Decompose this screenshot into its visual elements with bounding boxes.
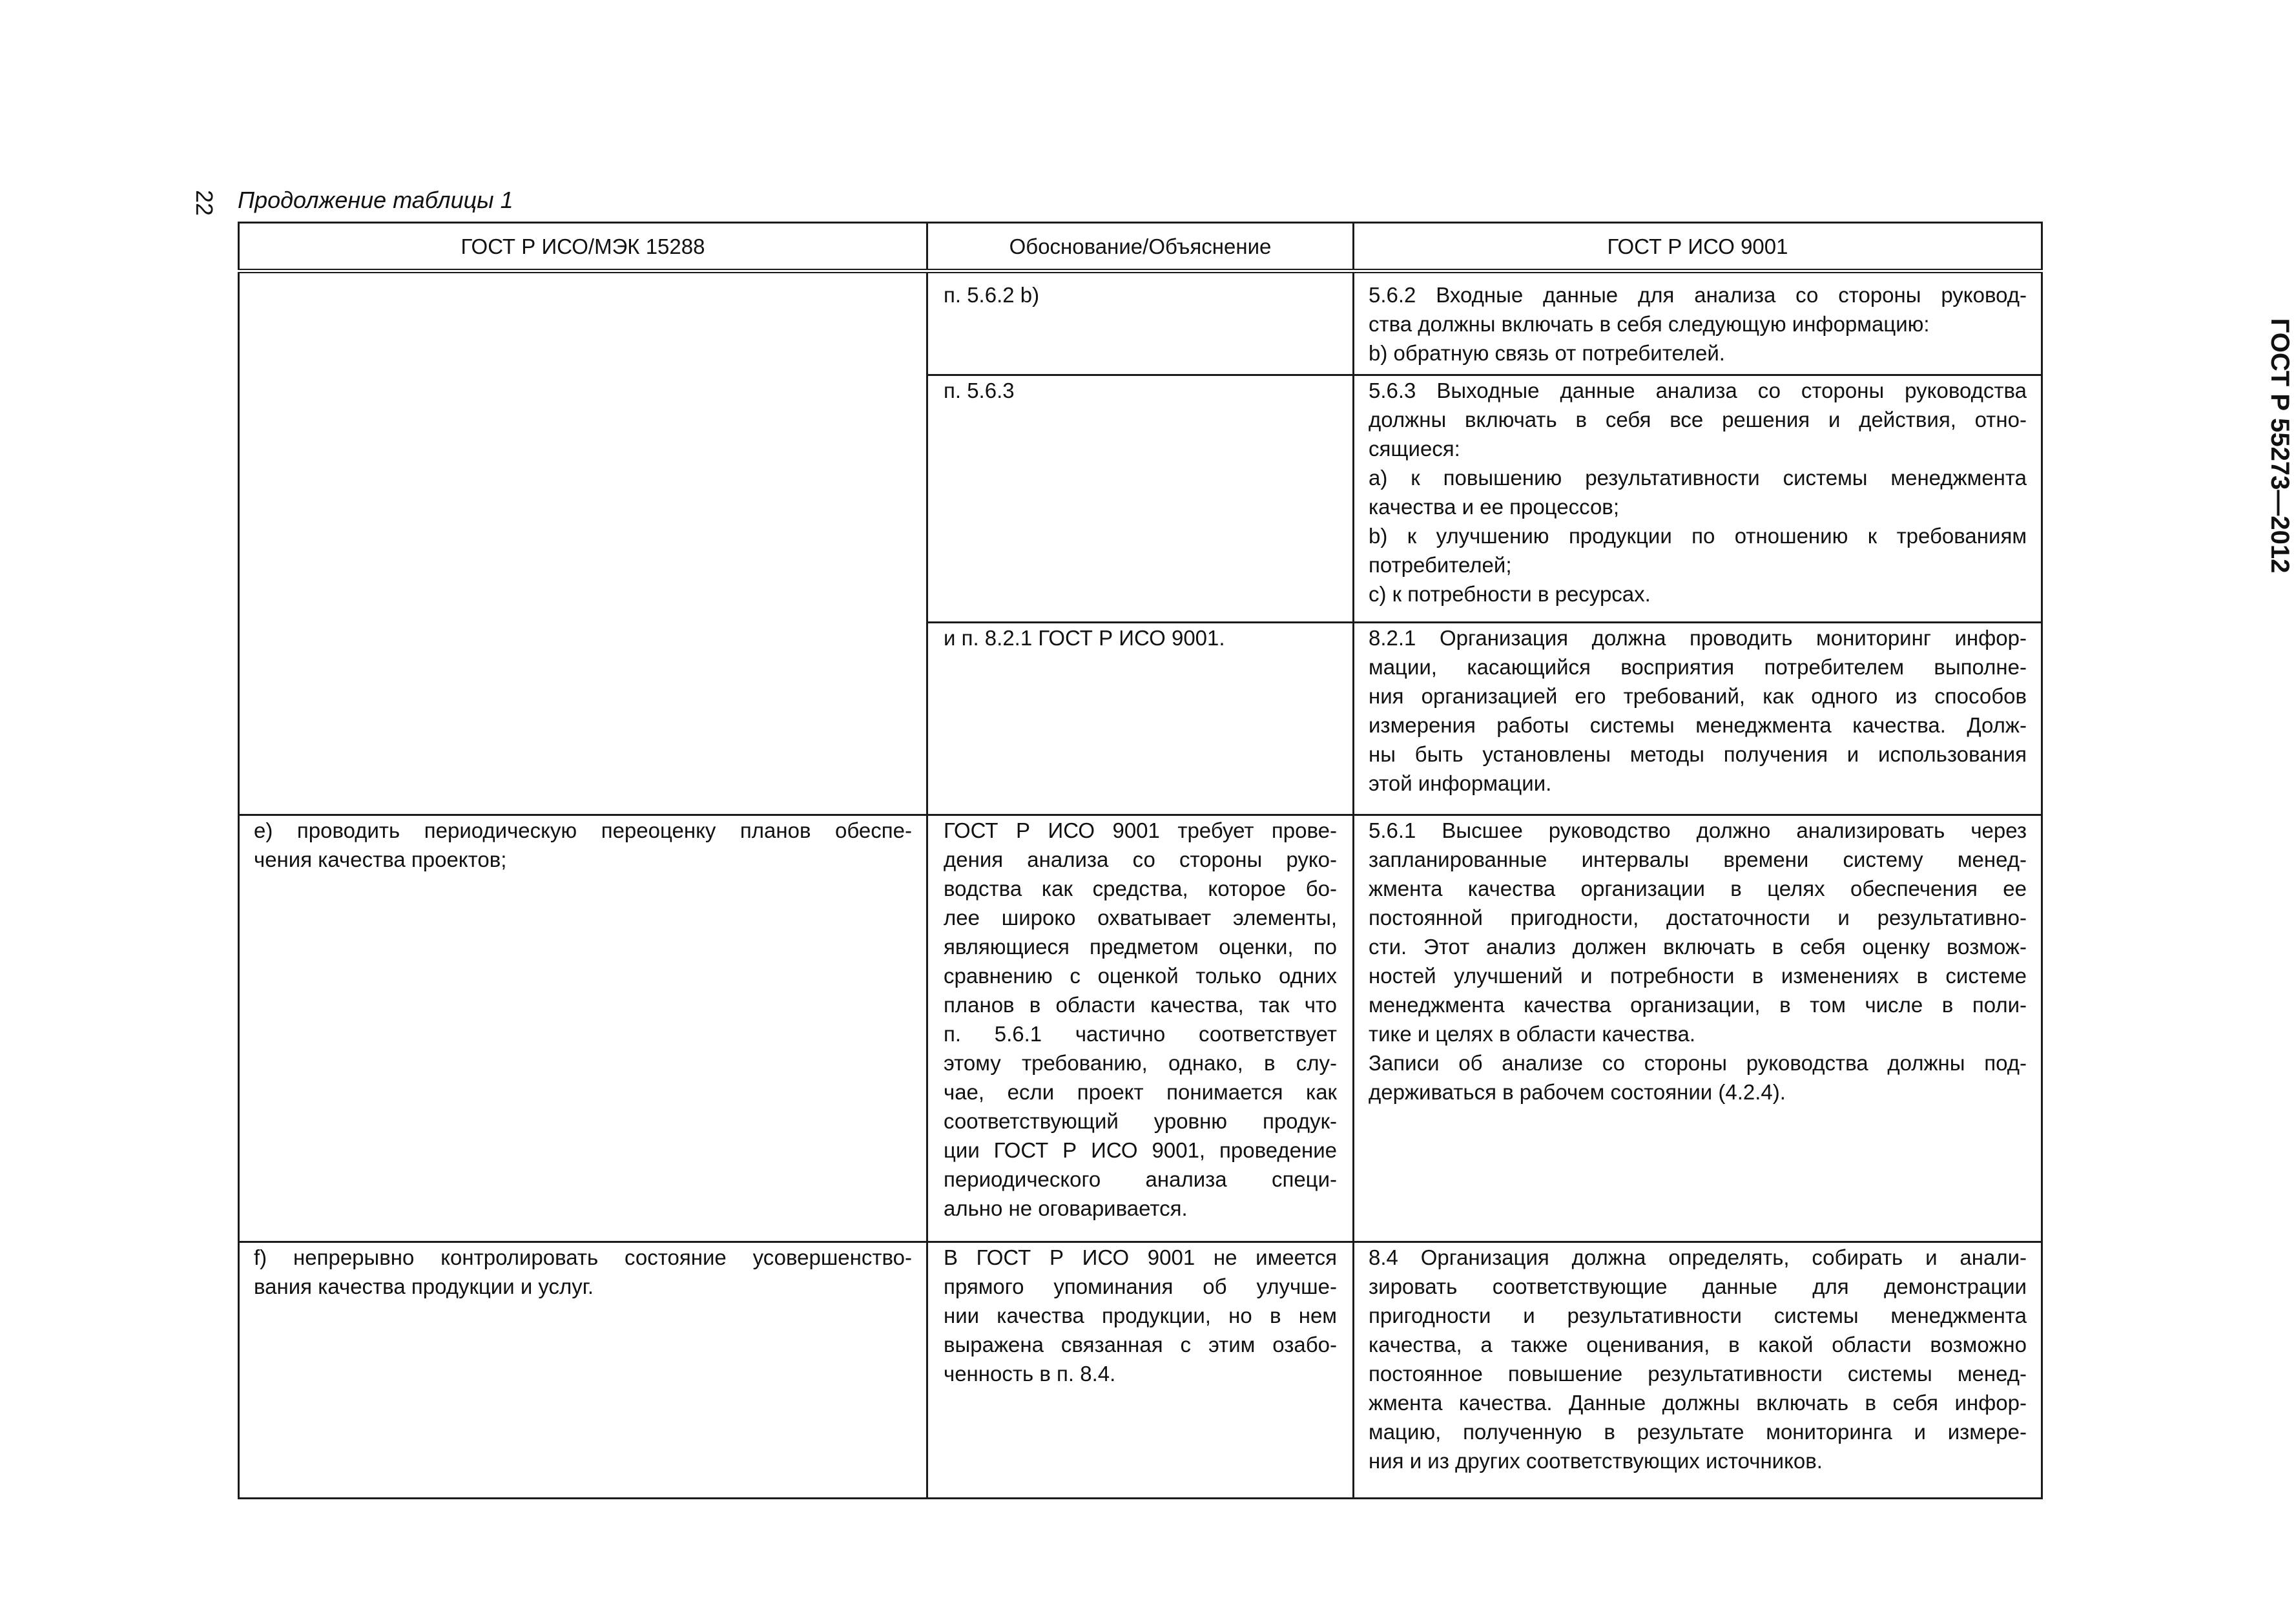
cell-text-line: b) к улучшению продукции по отношению к требованиям [1369,524,2027,548]
table-row [239,815,2042,1242]
cell-text-line: пригодности и результативности системы менеджмента [1369,1304,2027,1327]
cell-text-line: ния и из других соответствующих источников. [1369,1449,1823,1473]
table-row [239,271,2042,375]
header-iso-9001: ГОСТ Р ИСО 9001 [1354,223,2042,271]
cell-text-line: ния организацией его требований, как одного из способов [1369,684,2027,708]
cell-text-line: 5.6.1 Высшее руководство должно анализировать через [1369,818,2027,842]
cell-text-line: прямого упоминания об улучше- [944,1274,1337,1298]
table-cell-justification [927,1242,1354,1499]
cell-text-line: ально не оговаривается. [944,1196,1188,1220]
document-code: ГОСТ Р 55273—2012 [2266,318,2294,574]
cell-text-line: планов в области качества, так что [944,993,1337,1017]
cell-text-line: дения анализа со стороны руко- [944,848,1337,871]
cell-text-line: тике и целях в области качества. [1369,1022,1695,1046]
table-cell-justification [927,271,1354,375]
cell-text-line: е) проводить периодическую переоценку планов обеспе- [254,818,912,842]
table-cell-iso-9001 [1354,375,2042,623]
cell-text-line: периодического анализа специ- [944,1167,1337,1191]
cell-text-line: чае, если проект понимается как [944,1080,1337,1104]
table-row [239,1242,2042,1499]
cell-text-line: постоянное повышение результативности системы менед- [1369,1362,2027,1386]
cell-text-line: 8.4 Организация должна определять, собирать и анали- [1369,1245,2027,1269]
cell-text-line: В ГОСТ Р ИСО 9001 не имеется [944,1245,1337,1269]
cell-text-line: менеджмента качества организации, в том числе в поли- [1369,993,2027,1017]
cell-text-line: а) к повышению результативности системы менеджмента [1369,466,2027,490]
cell-text-line: ны быть установлены методы получения и использования [1369,742,2027,766]
cell-text-line: потребителей; [1369,553,1512,577]
cell-text-line: b) обратную связь от потребителей. [1369,341,1725,365]
cell-text-line: с) к потребности в ресурсах. [1369,582,1651,606]
table-cell-justification [927,623,1354,815]
cell-text-line: жмента качества организации в целях обеспечения ее [1369,877,2027,900]
cell-text-line: водства как средства, которое бо- [944,877,1337,900]
cell-text-line: нии качества продукции, но в нем [944,1304,1337,1327]
table-cell-iso-iec-15288 [239,271,927,815]
cell-text-line: качества и ее процессов; [1369,495,1619,519]
cell-text-line: качества, а также оценивания, в какой области возможно [1369,1333,2027,1357]
comparison-table [238,222,2043,1499]
cell-text-line: сящиеся: [1369,437,1460,461]
table-cell-iso-iec-15288 [239,815,927,1242]
cell-text-line: соответствующий уровню продук- [944,1109,1337,1133]
cell-text-line: 8.2.1 Организация должна проводить мониторинг инфор- [1369,626,2027,650]
cell-text-line: измерения работы системы менеджмента качества. Долж- [1369,713,2027,737]
cell-text-line: сти. Этот анализ должен включать в себя оценку возмож- [1369,935,2027,959]
cell-text-line: постоянной пригодности, достаточности и результативно- [1369,906,2027,930]
cell-text-line: и п. 8.2.1 ГОСТ Р ИСО 9001. [944,626,1225,650]
cell-text-line: ции ГОСТ Р ИСО 9001, проведение [944,1138,1337,1162]
table-caption: Продолжение таблицы 1 [238,187,513,213]
header-justification: Обоснование/Объяснение [927,223,1354,271]
cell-text-line: жмента качества. Данные должны включать в себя инфор- [1369,1391,2027,1415]
cell-text-line: мацию, полученную в результате мониторинга и измере- [1369,1420,2027,1444]
cell-text-line: п. 5.6.3 [944,379,1015,402]
cell-text-line: Записи об анализе со стороны руководства должны под- [1369,1051,2027,1075]
table-cell-iso-9001 [1354,271,2042,375]
table-cell-iso-9001 [1354,1242,2042,1499]
table-cell-iso-9001 [1354,815,2042,1242]
cell-text-line: этой информации. [1369,771,1552,795]
cell-text-line: 5.6.3 Выходные данные анализа со стороны руководства [1369,379,2027,402]
table-cell-iso-9001 [1354,623,2042,815]
cell-text-line: являющиеся предметом оценки, по [944,935,1337,959]
header-iso-iec-15288: ГОСТ Р ИСО/МЭК 15288 [239,223,927,271]
cell-text-line: выражена связанная с этим озабо- [944,1333,1337,1357]
cell-text-line: п. 5.6.1 частично соответствует [944,1022,1337,1046]
table-cell-iso-iec-15288 [239,1242,927,1499]
cell-text-line: ностей улучшений и потребности в изменениях в системе [1369,964,2027,988]
cell-text-line: сравнению с оценкой только одних [944,964,1337,988]
cell-text-line: ченность в п. 8.4. [944,1362,1116,1386]
cell-text-line: 5.6.2 Входные данные для анализа со стороны руковод- [1369,283,2027,307]
cell-text-line: чения качества проектов; [254,848,507,871]
cell-text-line: зировать соответствующие данные для демонстрации [1369,1274,2027,1298]
table-cell-justification [927,815,1354,1242]
cell-text-line: держиваться в рабочем состоянии (4.2.4). [1369,1080,1786,1104]
cell-text-line: должны включать в себя все решения и действия, отно- [1369,408,2027,432]
cell-text-line: ства должны включать в себя следующую информацию: [1369,312,1930,336]
cell-text-line: лее широко охватывает элементы, [944,906,1337,930]
cell-text-line: вания качества продукции и услуг. [254,1274,594,1298]
table-cell-justification [927,375,1354,623]
cell-text-line: этому требованию, однако, в слу- [944,1051,1337,1075]
cell-text-line: п. 5.6.2 b) [944,283,1040,307]
cell-text-line: f) непрерывно контролировать состояние усовершенство- [254,1245,912,1269]
page-number: 22 [191,189,218,216]
table-header-row [239,223,2042,271]
cell-text-line: мации, касающийся восприятия потребителем выполне- [1369,655,2027,679]
cell-text-line: ГОСТ Р ИСО 9001 требует прове- [944,818,1337,842]
cell-text-line: запланированные интервалы времени систему менед- [1369,848,2027,871]
